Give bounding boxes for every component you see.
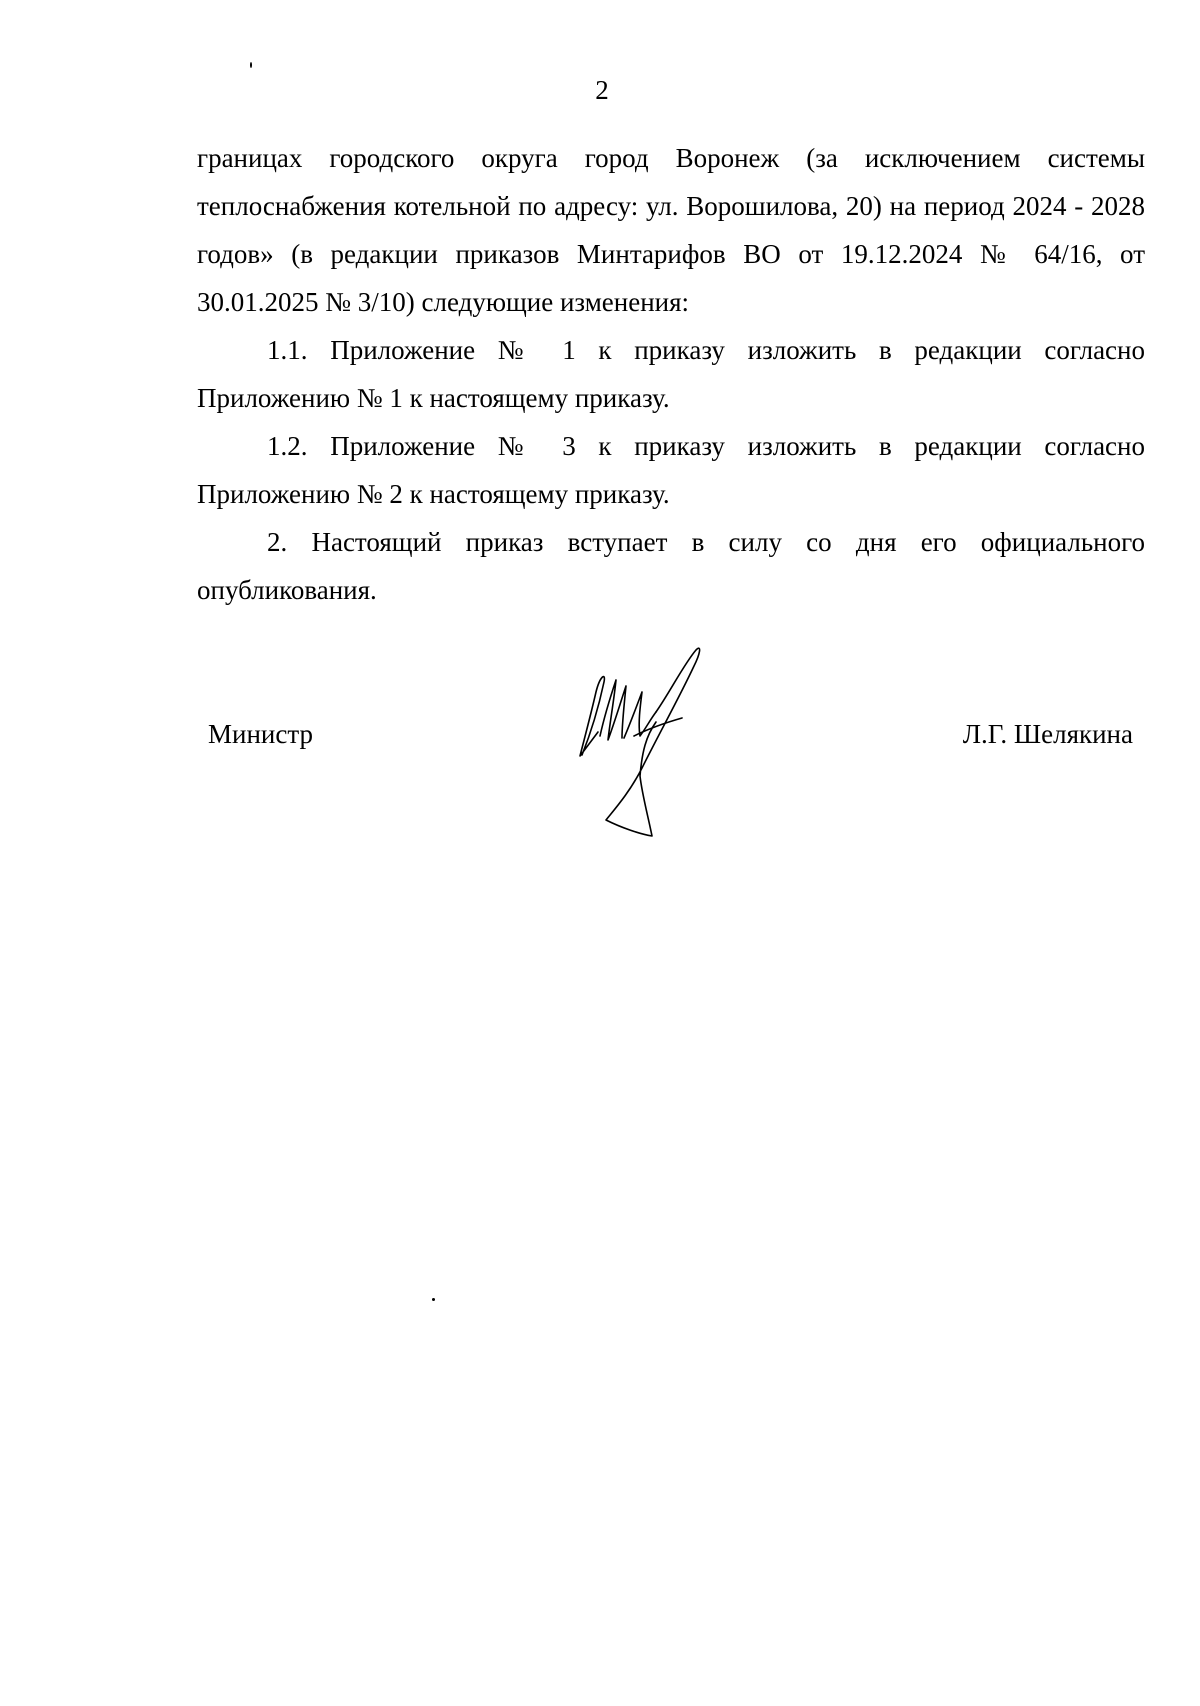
paragraph-item-1-2: 1.2. Приложение № 3 к приказу изложить в редакции согласно Приложению № 2 к настоящему приказу. (197, 431, 1145, 509)
page-number: 2 (595, 75, 609, 105)
paragraph-continuation: границах городского округа город Воронеж (за исключением системы теплоснабжения котельной по адресу: ул. Ворошилова, 20) на период 2024 - 2028 годов» (в редакции приказов Минтарифов ВО от 19.12.2024 № 64/16, от 30.01.2025 № 3/10) следующие изменения: (197, 143, 1145, 317)
scan-speck (250, 62, 252, 68)
signatory-name: Л.Г. Шелякина (962, 719, 1133, 749)
paragraph-item-1-1: 1.1. Приложение № 1 к приказу изложить в редакции согласно Приложению № 1 к настоящему приказу. (197, 335, 1145, 413)
paragraph-item-2: 2. Настоящий приказ вступает в силу со дня его официального опубликования. (197, 527, 1145, 605)
document-body (197, 134, 1145, 614)
signatory-title: Министр (208, 719, 313, 749)
handwritten-signature (570, 640, 720, 840)
scan-speck (432, 1298, 435, 1301)
